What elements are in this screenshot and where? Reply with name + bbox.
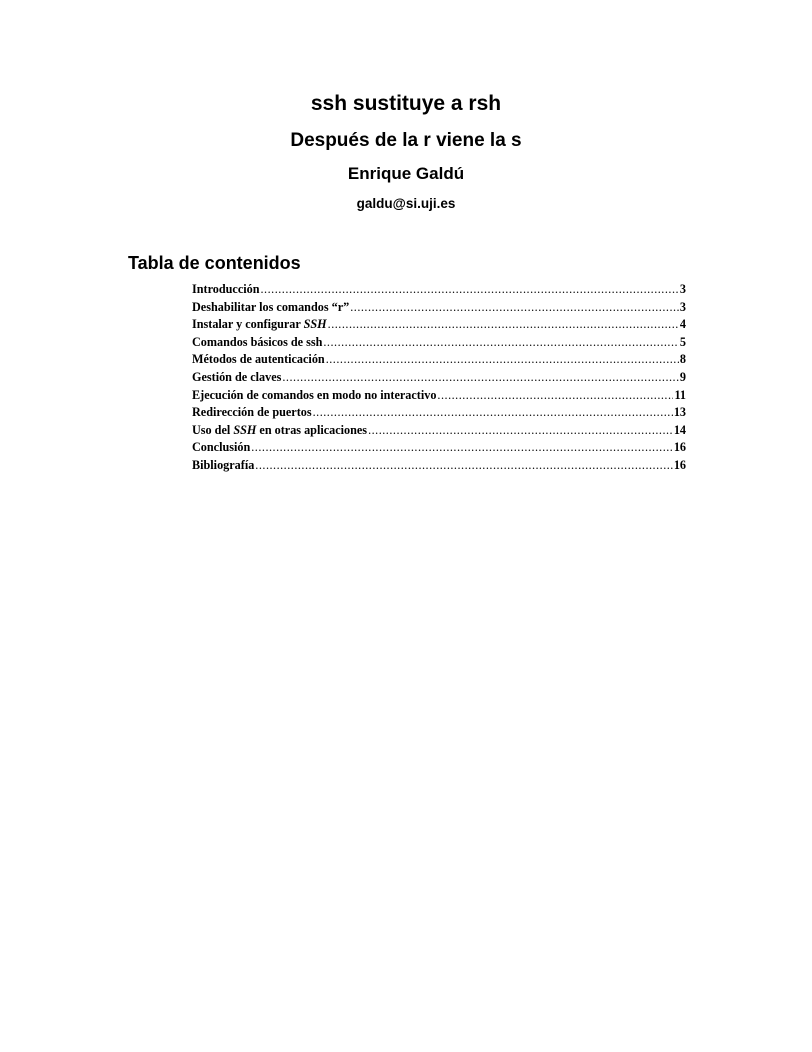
toc-entry[interactable]	[192, 457, 686, 475]
toc-entry-title: Instalar y configurar SSH	[192, 317, 327, 332]
toc-entry[interactable]	[192, 369, 686, 387]
author-name: Enrique Galdú	[347, 164, 465, 183]
toc-leader-dots	[368, 422, 673, 440]
toc-page-number: 9	[679, 369, 686, 384]
toc-entry[interactable]	[192, 334, 686, 352]
document-subtitle: Después de la r viene la s	[290, 130, 522, 151]
toc-entry-title: Introducción	[192, 282, 260, 296]
toc-page-number: 14	[673, 422, 686, 437]
toc-page-number: 16	[673, 440, 686, 455]
toc-entry-title: Redirección de puertos	[192, 405, 312, 420]
toc-entry-title: Bibliografía	[192, 457, 255, 472]
toc-leader-dots	[437, 387, 673, 405]
toc-heading: Tabla de contenidos	[128, 253, 301, 273]
document-title: ssh sustituye a rsh	[310, 92, 502, 115]
toc-leader-dots	[313, 404, 673, 422]
author-email: galdu@si.uji.es	[356, 196, 456, 211]
toc-entry[interactable]	[192, 316, 686, 334]
toc-leader-dots	[251, 439, 673, 457]
toc-leader-dots	[255, 457, 673, 475]
toc-entry[interactable]	[192, 299, 686, 317]
toc-page-number: 4	[679, 317, 686, 332]
toc-leader-dots	[328, 316, 679, 334]
toc-entry[interactable]	[192, 422, 686, 440]
toc-entry[interactable]	[192, 281, 686, 299]
toc-page-number: 3	[679, 282, 686, 296]
toc-entry-title: Ejecución de comandos en modo no interactivo	[192, 387, 437, 402]
toc-entry-title: Métodos de autenticación	[192, 352, 325, 367]
toc-page-number: 13	[673, 405, 686, 420]
toc-entry[interactable]	[192, 387, 686, 405]
toc-page-number: 11	[674, 387, 686, 402]
toc-page-number: 8	[679, 352, 686, 367]
toc-entry-title: Comandos básicos de ssh	[192, 334, 323, 349]
toc-entry-title: Uso del SSH en otras aplicaciones	[192, 422, 368, 437]
toc-entry[interactable]	[192, 351, 686, 369]
toc-leader-dots	[350, 299, 679, 317]
toc-entry-title: Deshabilitar los comandos “r”	[192, 299, 350, 314]
toc-leader-dots	[323, 334, 679, 352]
toc-leader-dots	[326, 351, 679, 369]
toc-entry[interactable]	[192, 404, 686, 422]
toc-entry-title: Gestión de claves	[192, 369, 282, 384]
table-of-contents	[192, 281, 686, 475]
toc-leader-dots	[261, 281, 679, 299]
toc-page-number: 3	[679, 299, 686, 314]
toc-entry-title: Conclusión	[192, 440, 251, 455]
toc-page-number: 16	[673, 457, 686, 472]
toc-leader-dots	[282, 369, 679, 387]
toc-page-number: 5	[679, 334, 686, 349]
toc-entry[interactable]	[192, 439, 686, 457]
